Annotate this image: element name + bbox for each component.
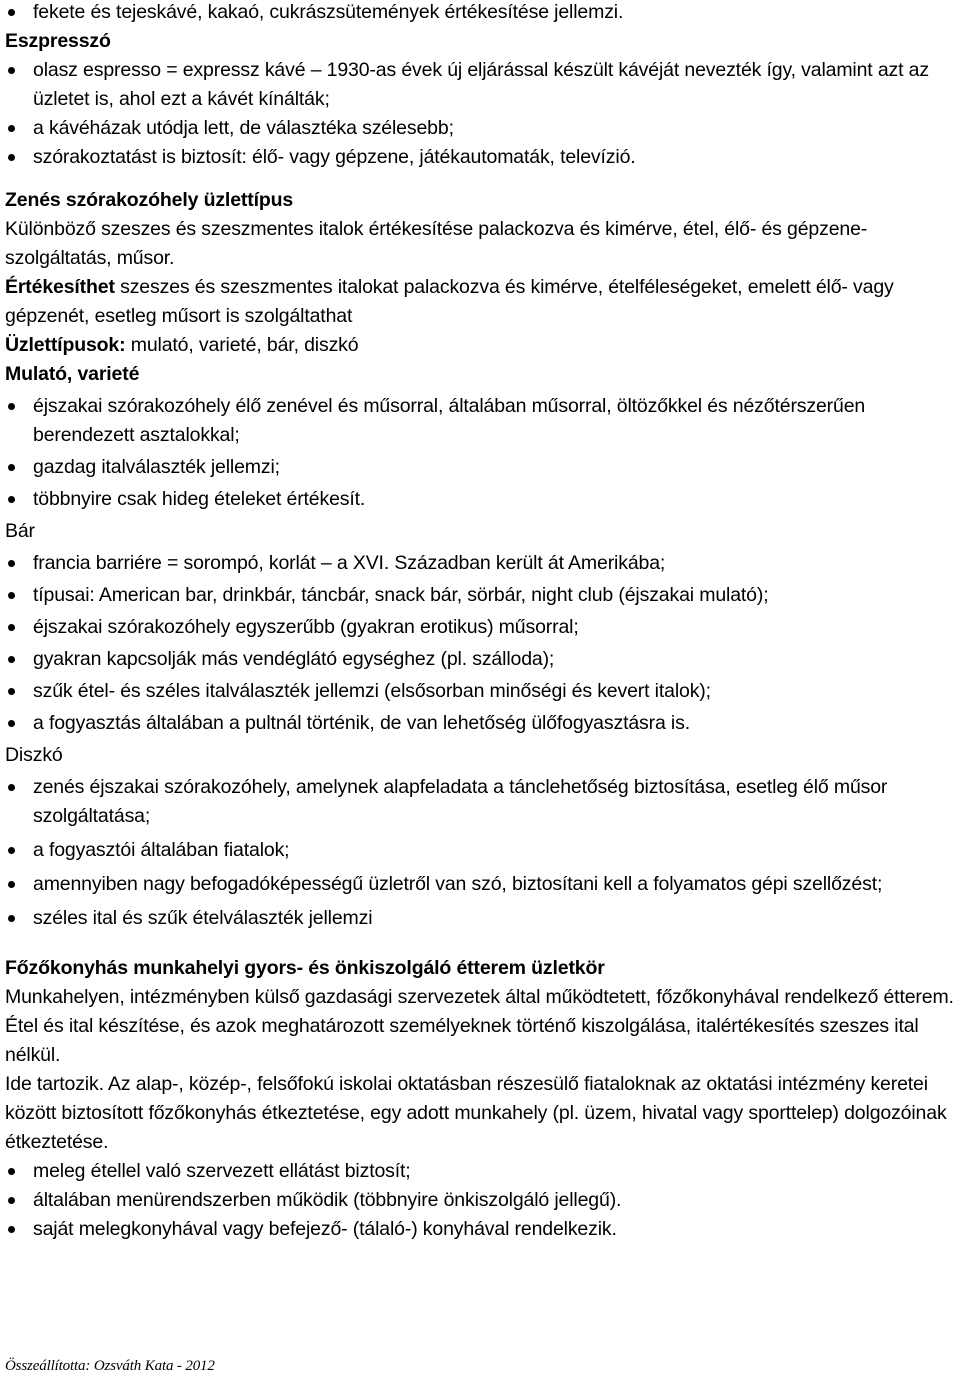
- mulato-list: [5, 392, 955, 514]
- list-item: zenés éjszakai szórakozóhely, amelynek alapfeladata a tánclehetőség biztosítása, esetleg élő műsor szolgáltatása;: [5, 773, 955, 831]
- uzlettipusok-text: mulató, varieté, bár, diszkó: [125, 334, 359, 356]
- list-item: a kávéházak utódja lett, de választéka szélesebb;: [5, 114, 955, 143]
- ertekesithet-label: Értékesíthet: [5, 276, 115, 298]
- section-heading-zenes: Zenés szórakozóhely üzlettípus: [5, 189, 294, 211]
- section-heading-mulato: Mulató, varieté: [5, 363, 140, 385]
- section-heading-eszpresszo: Eszpresszó: [5, 30, 111, 52]
- list-item: többnyire csak hideg ételeket értékesít.: [5, 485, 955, 514]
- eszpresszo-list: [5, 56, 955, 172]
- list-item: gyakran kapcsolják más vendéglátó egységhez (pl. szálloda);: [5, 645, 955, 674]
- eszpresszo-intro-list: [5, 0, 955, 27]
- zenes-uzlettipusok: [5, 331, 955, 360]
- uzlettipusok-label: Üzlettípusok:: [5, 334, 126, 356]
- list-item: szórakoztatást is biztosít: élő- vagy gépzene, játékautomaták, televízió.: [5, 143, 955, 172]
- list-item: éjszakai szórakozóhely élő zenével és műsorral, általában műsorral, öltözőkkel és nézőtérszerűen berendezett asztalokkal;: [5, 392, 955, 450]
- footer-credit: Összeállította: Ozsváth Kata - 2012: [5, 1358, 215, 1374]
- list-item: a fogyasztói általában fiatalok;: [5, 836, 955, 865]
- list-item: meleg étellel való szervezett ellátást biztosít;: [5, 1157, 955, 1186]
- section-heading-bar: Bár: [5, 520, 35, 542]
- list-item: fekete és tejeskávé, kakaó, cukrászsütemények értékesítése jellemzi.: [5, 0, 955, 27]
- list-item: szűk étel- és széles italválaszték jellemzi (elsősorban minőségi és kevert italok);: [5, 677, 955, 706]
- list-item: széles ital és szűk ételválaszték jellemzi: [5, 904, 955, 933]
- bar-list: [5, 549, 955, 738]
- ertekesithet-text: szeszes és szeszmentes italokat palackozva és kimérve, ételféleségeket, emelett élő- vagy gépzenét, esetleg műsort is szolgáltathat: [5, 276, 894, 327]
- list-item: általában menürendszerben működik (többnyire önkiszolgáló jellegű).: [5, 1186, 955, 1215]
- fozokonyhas-text-1: Munkahelyen, intézményben külső gazdasági szervezetek által működtetett, főzőkonyhával rendelkező étterem. Étel és ital készítése, és azok meghatározott személyeknek történő kiszolgálása, italértékesítés szeszes ital nélkül.: [5, 986, 954, 1066]
- list-item: amennyiben nagy befogadóképességű üzletről van szó, biztosítani kell a folyamatos gépi szellőzést;: [5, 870, 955, 899]
- zenes-ertekesithet: [5, 273, 955, 331]
- fozokonyhas-text-2: Ide tartozik. Az alap-, közép-, felsőfokú iskolai oktatásban részesülő fiataloknak az oktatási intézmény keretei között biztosított főzőkonyhás étkeztetése, egy adott munkahely (pl. üzem, hivatal vagy sporttelep) dolgozóinak étkeztetése.: [5, 1073, 947, 1153]
- diszko-list: [5, 773, 955, 933]
- list-item: gazdag italválaszték jellemzi;: [5, 453, 955, 482]
- section-heading-diszko: Diszkó: [5, 744, 63, 766]
- list-item: francia barriére = sorompó, korlát – a XVI. Században került át Amerikába;: [5, 549, 955, 578]
- list-item: olasz espresso = expressz kávé – 1930-as évek új eljárással készült kávéját nevezték így, valamint azt az üzletet is, ahol ezt a kávét kínálták;: [5, 56, 955, 114]
- fozokonyhas-list: [5, 1157, 955, 1244]
- section-heading-fozokonyhas: Főzőkonyhás munkahelyi gyors- és önkiszolgáló étterem üzletkör: [5, 957, 605, 979]
- list-item: a fogyasztás általában a pultnál történik, de van lehetőség ülőfogyasztásra is.: [5, 709, 955, 738]
- list-item: saját melegkonyhával vagy befejező- (tálaló-) konyhával rendelkezik.: [5, 1215, 955, 1244]
- zenes-description: Különböző szeszes és szeszmentes italok értékesítése palackozva és kimérve, étel, élő- és gépzene-szolgáltatás, műsor.: [5, 218, 868, 269]
- list-item: típusai: American bar, drinkbár, táncbár, snack bár, sörbár, night club (éjszakai mulató);: [5, 581, 955, 610]
- document-page: [5, 0, 955, 1244]
- list-item: éjszakai szórakozóhely egyszerűbb (gyakran erotikus) műsorral;: [5, 613, 955, 642]
